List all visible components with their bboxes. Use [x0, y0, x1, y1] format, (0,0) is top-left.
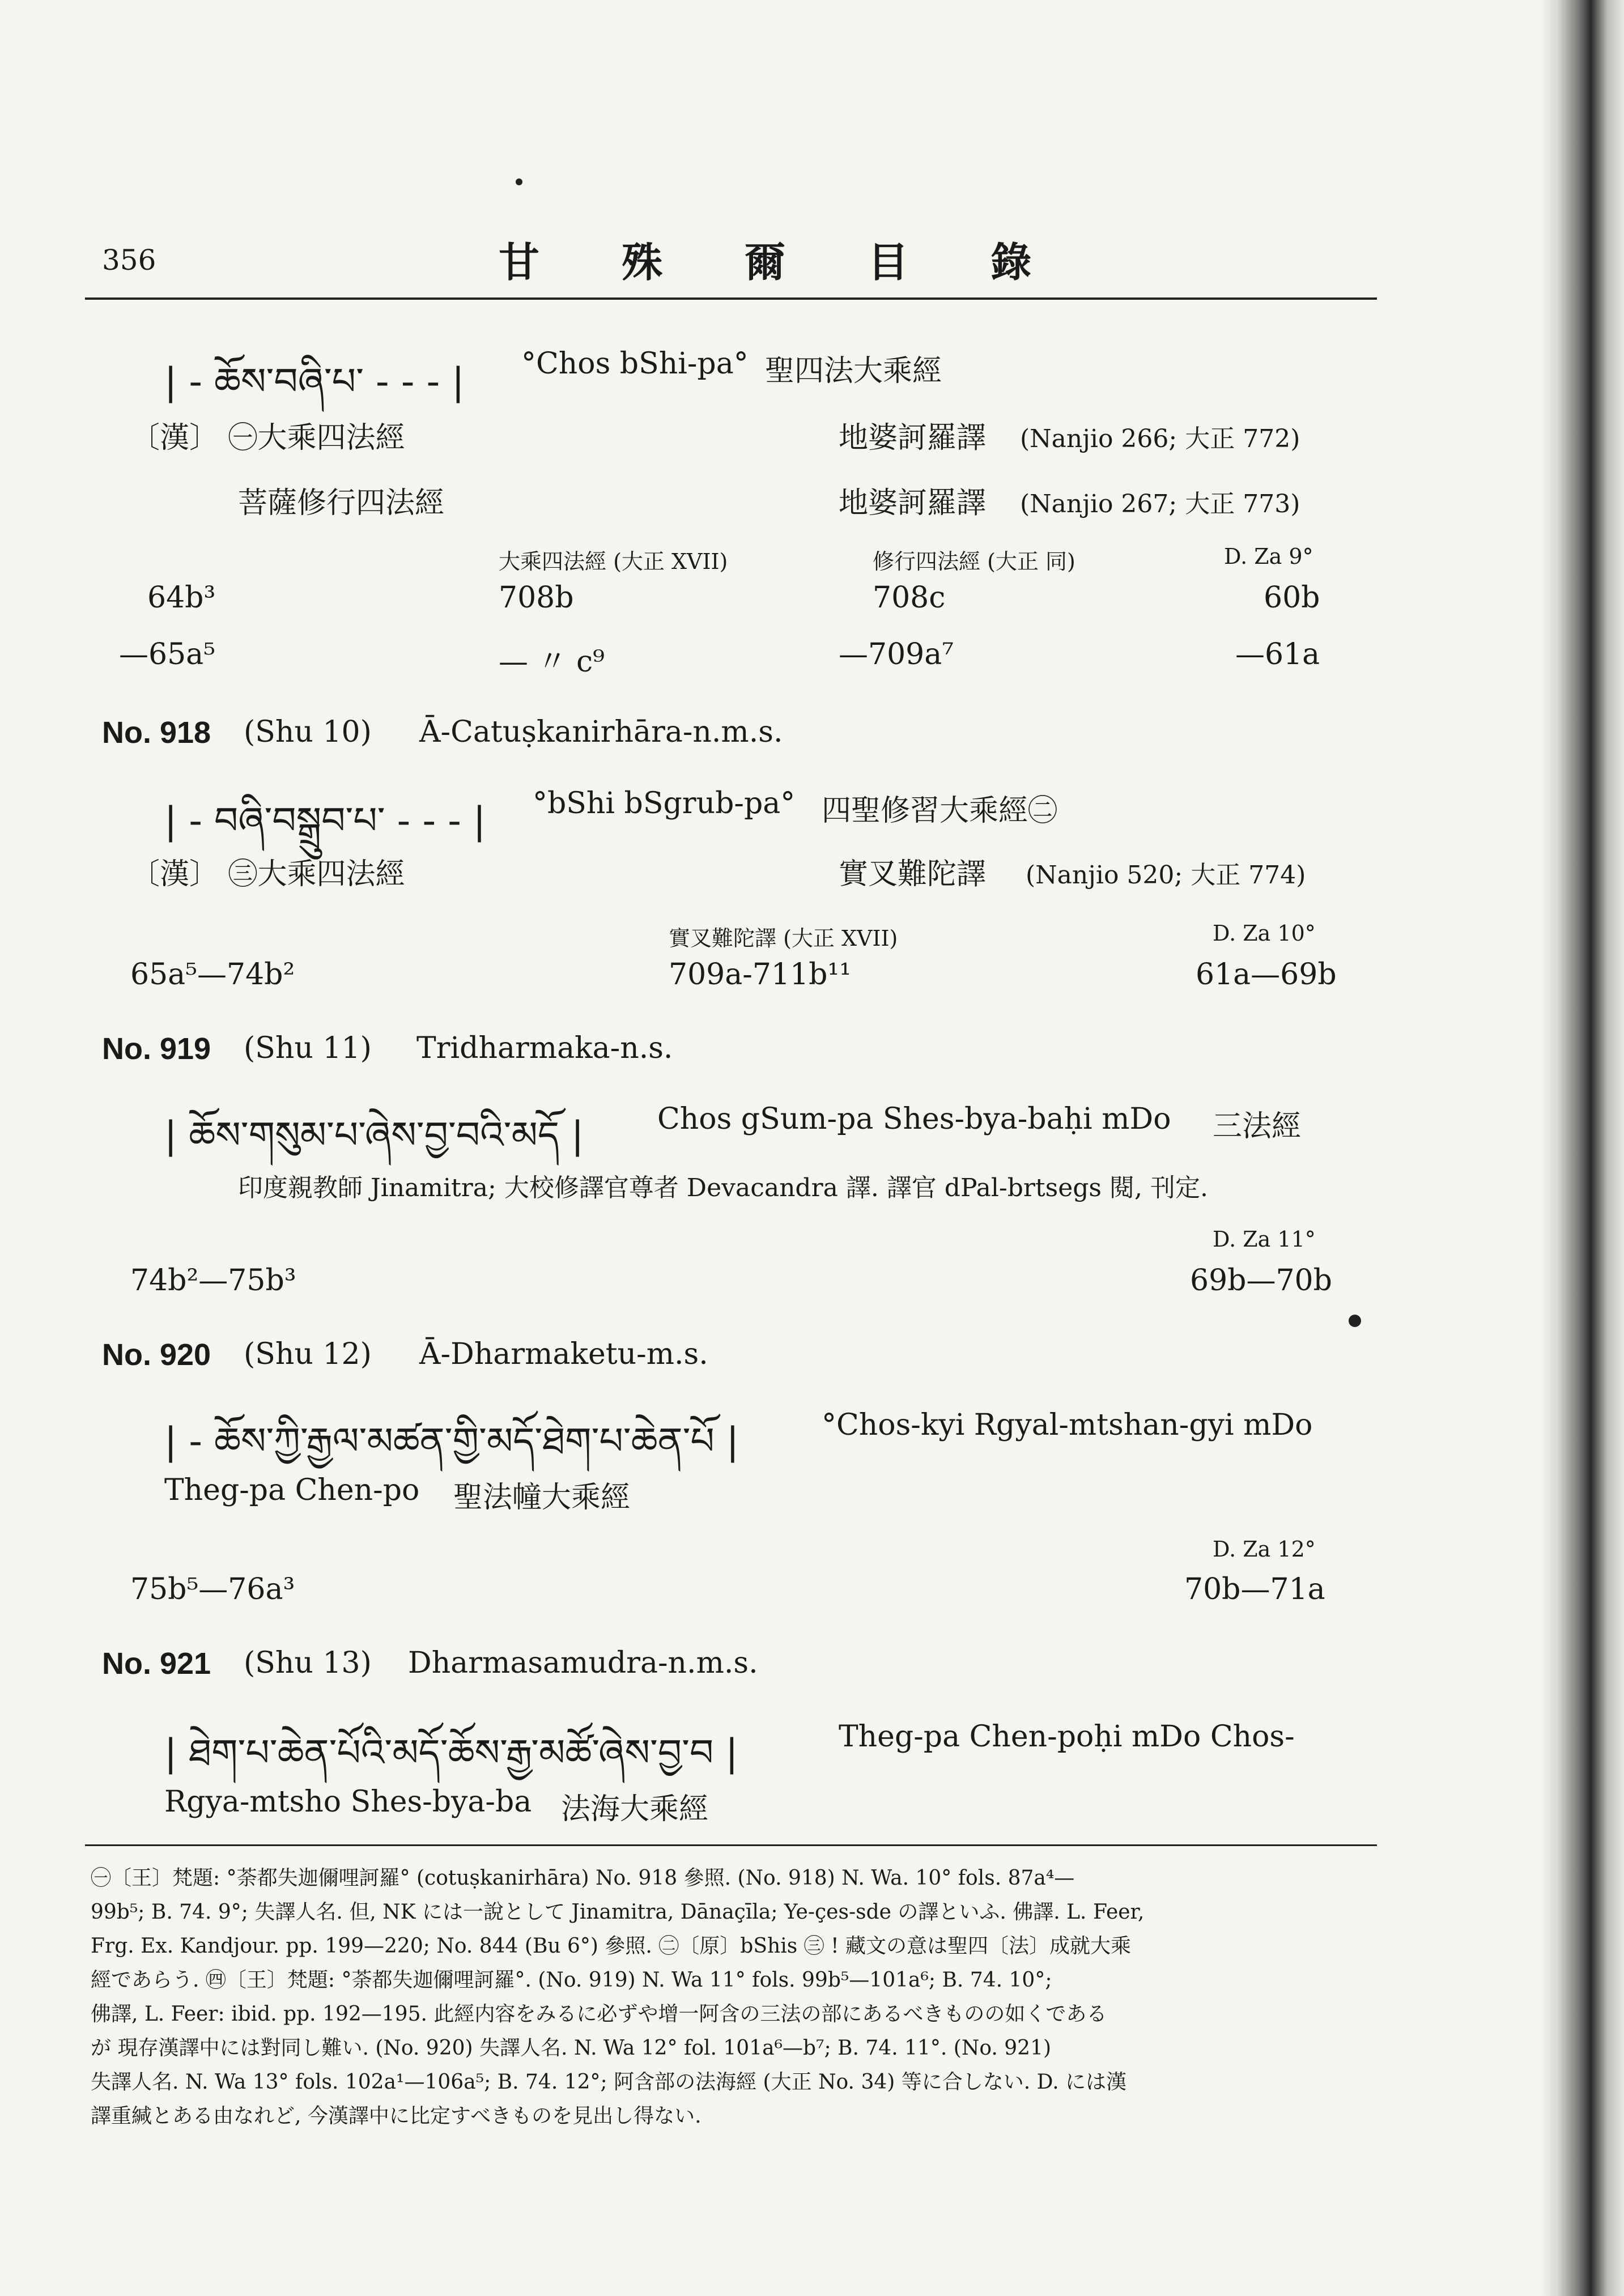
- column-head: 大乘四法經 (大正 XVII): [499, 549, 728, 574]
- ink-speck: [1349, 1315, 1361, 1327]
- romanized-title: °Chos bShi-pa°: [521, 347, 749, 381]
- folio-ref: 70b—71a: [1184, 1572, 1325, 1606]
- reference: (Nanjio 266; 大正 772): [1020, 424, 1300, 453]
- column-head: 實叉難陀譯 (大正 XVII): [669, 926, 898, 951]
- chinese-title: 四聖修習大乘經㊁: [822, 794, 1058, 828]
- entry-number: No. 918: [102, 716, 211, 750]
- translator: 地婆訶羅譯: [839, 421, 987, 455]
- footnote-line: ㊀〔王〕梵題: °荼都失迦儞哩訶羅° (cotuṣkanirhāra) No. 918 參照. (No. 918) N. Wa. 10° fols. 87a⁴—: [91, 1866, 1075, 1890]
- entry-number: No. 921: [102, 1647, 211, 1681]
- footnote-line: が 現存漢譯中には對同し難い. (No. 920) 失譯人名. N. Wa 12° fol. 101a⁶—b⁷; B. 74. 11°. (No. 921): [91, 2036, 1052, 2060]
- shu-number: (Shu 10): [244, 715, 372, 749]
- romanized-title-continued: Theg-pa Chen-po: [164, 1473, 420, 1507]
- translation-note: 印度親教師 Jinamitra; 大校修譯官尊者 Devacandra 譯. 譯官 dPal-brtsegs 閱, 刊定.: [238, 1173, 1208, 1202]
- chinese-title: 三法經: [1213, 1109, 1302, 1143]
- chinese-title: 聖法幢大乘經: [453, 1481, 631, 1515]
- sanskrit-title: Tridharmaka-n.s.: [416, 1031, 673, 1065]
- folio-ref: 709a-711b¹¹: [669, 958, 852, 992]
- footnote-line: 譯重緘とある由なれど, 今漢譯中に比定すべきものを見出し得ない.: [91, 2104, 702, 2128]
- tibetan-title: | ཆོས་གསུམ་པ་ཞེས་བྱ་བའི་མདོ |: [164, 1113, 584, 1157]
- folio-ref: —709a⁷: [839, 637, 954, 671]
- shu-number: (Shu 13): [244, 1646, 372, 1680]
- column-head: 修行四法經 (大正 同): [873, 549, 1075, 574]
- chinese-title: 法海大乘經: [561, 1792, 709, 1826]
- tibetan-title: | - ཆོས་བཞི་པ་ - - - |: [164, 360, 465, 403]
- entry-number: No. 919: [102, 1032, 211, 1066]
- han-label: 菩薩修行四法經: [238, 486, 445, 520]
- translator: 實叉難陀譯: [839, 857, 987, 891]
- folio-ref: —61a: [1235, 637, 1320, 671]
- page-edge-shadow: [1541, 0, 1624, 2296]
- footnote-rule: [85, 1844, 1377, 1846]
- column-head: D. Za 9°: [1224, 544, 1313, 569]
- folio-ref: 60b: [1264, 581, 1320, 615]
- tibetan-title: | - བཞི་བསྒྲུབ་པ་ - - - |: [164, 799, 486, 843]
- folio-ref: 64b³: [147, 581, 216, 615]
- header-rule: [85, 297, 1377, 300]
- folio-ref: 69b—70b: [1190, 1264, 1332, 1298]
- column-head: D. Za 12°: [1213, 1537, 1316, 1562]
- ink-speck: [516, 178, 522, 185]
- running-header-title: 甘 殊 爾 目 錄: [499, 238, 1066, 286]
- folio-ref: — 〃 c⁹: [499, 645, 605, 679]
- footnote-line: 失譯人名. N. Wa 13° fols. 102a¹—106a⁵; B. 74. 12°; 阿含部の法海經 (大正 No. 34) 等に合しない. D. には漢: [91, 2070, 1127, 2094]
- tibetan-title: | ཐེག་པ་ཆེན་པོའི་མདོ་ཆོས་རྒྱ་མཚོ་ཞེས་བྱ་བ |: [164, 1731, 738, 1775]
- folio-ref: 74b²—75b³: [130, 1264, 296, 1298]
- column-head: D. Za 11°: [1213, 1227, 1316, 1252]
- sanskrit-title: Dharmasamudra-n.m.s.: [408, 1646, 758, 1680]
- footnote-line: 經であらう. ㊃〔王〕梵題: °荼都失迦儞哩訶羅°. (No. 919) N. Wa 11° fols. 99b⁵—101a⁶; B. 74. 10°;: [91, 1968, 1052, 1992]
- sanskrit-title: Ā-Catuṣkanirhāra-n.m.s.: [419, 715, 783, 749]
- page-number: 356: [102, 244, 156, 277]
- han-label: 〔漢〕 ㊂大乘四法經: [130, 857, 405, 891]
- footnote-line: 99b⁵; B. 74. 9°; 失譯人名. 但, NK には一說として Jinamitra, Dānaçīla; Ye-çes-sde の譯といふ. 佛譯. L. Feer,: [91, 1900, 1145, 1924]
- romanized-title: °Chos-kyi Rgyal-mtshan-gyi mDo: [822, 1408, 1313, 1442]
- folio-ref: 65a⁵—74b²: [130, 958, 295, 992]
- folio-ref: 708b: [499, 581, 574, 615]
- entry-number: No. 920: [102, 1338, 211, 1372]
- sanskrit-title: Ā-Dharmaketu-m.s.: [419, 1337, 708, 1371]
- folio-ref: 75b⁵—76a³: [130, 1572, 295, 1606]
- folio-ref: 708c: [873, 581, 946, 615]
- column-head: D. Za 10°: [1213, 921, 1316, 946]
- reference: (Nanjio 267; 大正 773): [1020, 490, 1300, 518]
- romanized-title: Theg-pa Chen-poḥi mDo Chos-: [839, 1720, 1295, 1754]
- translator: 地婆訶羅譯: [839, 486, 987, 520]
- reference: (Nanjio 520; 大正 774): [1026, 861, 1306, 890]
- han-label: 〔漢〕 ㊀大乘四法經: [130, 421, 405, 455]
- shu-number: (Shu 11): [244, 1031, 372, 1065]
- tibetan-title: | - ཆོས་ཀྱི་རྒྱལ་མཚན་གྱི་མདོ་ཐེག་པ་ཆེན་པོ |: [164, 1419, 739, 1463]
- folio-ref: 61a—69b: [1196, 958, 1337, 992]
- shu-number: (Shu 12): [244, 1337, 372, 1371]
- chinese-title: 聖四法大乘經: [765, 354, 942, 388]
- footnote-line: 佛譯, L. Feer: ibid. pp. 192—195. 此經内容をみるに必ずや增一阿含の三法の部にあるべきものの如くである: [91, 2002, 1107, 2026]
- romanized-title-continued: Rgya-mtsho Shes-bya-ba: [164, 1785, 532, 1819]
- romanized-title: °bShi bSgrub-pa°: [533, 786, 796, 820]
- romanized-title: Chos gSum-pa Shes-bya-baḥi mDo: [657, 1102, 1171, 1136]
- folio-ref: —65a⁵: [119, 637, 216, 671]
- footnote-line: Frg. Ex. Kandjour. pp. 199—220; No. 844 (Bu 6°) 參照. ㊁〔原〕bShis ㊂ ! 藏文の意は聖四〔法〕成就大乘: [91, 1934, 1131, 1958]
